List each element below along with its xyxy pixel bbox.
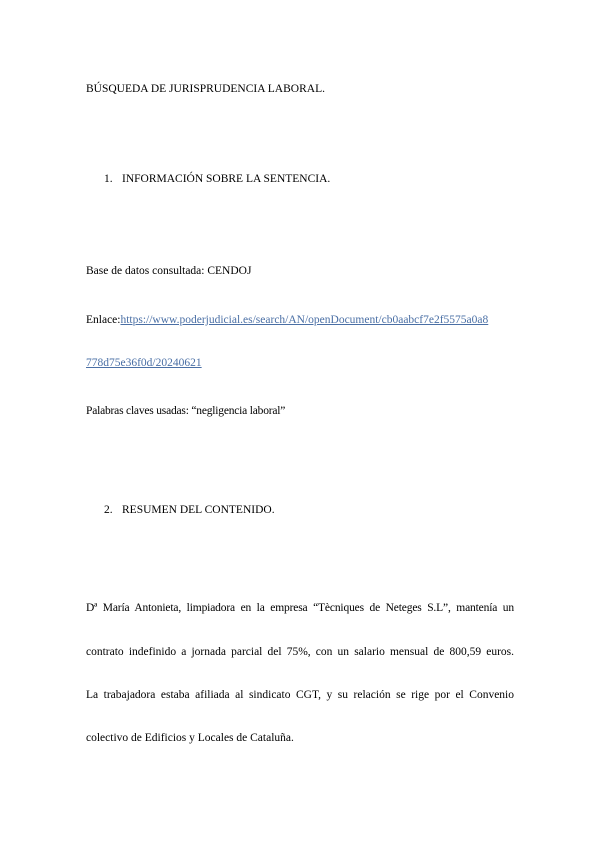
section-heading-2: [104, 503, 275, 517]
section-heading-1: [104, 172, 330, 186]
summary-line-3: [86, 688, 514, 702]
summary-line-2: [86, 645, 514, 659]
keywords-used: Palabras claves usadas: “negligencia laboral”: [86, 405, 286, 417]
link-label: Enlace:: [86, 314, 121, 326]
summary-line-4: [86, 731, 514, 745]
paragraph-text: La trabajadora estaba afiliada al sindicato CGT, y su relación se rige por el Convenio: [86, 689, 514, 701]
link-line: [86, 313, 488, 327]
section-number: 1.: [104, 173, 113, 185]
section-number: 2.: [104, 504, 113, 516]
summary-line-1: [86, 601, 514, 615]
link-line-continuation: [86, 356, 202, 370]
sentence-link[interactable]: https://www.poderjudicial.es/search/AN/openDocument/cb0aabcf7e2f5575a0a8: [120, 314, 489, 326]
paragraph-text: Dª María Antonieta, limpiadora en la empresa “Tècniques de Neteges S.L”, mantenía un: [86, 602, 514, 614]
paragraph-text: contrato indefinido a jornada parcial del 75%, con un salario mensual de 800,59 euros.: [86, 646, 514, 658]
database-consulted: Base de datos consultada: CENDOJ: [86, 265, 252, 277]
paragraph-text: colectivo de Edificios y Locales de Cataluña.: [86, 732, 294, 744]
document-title: BÚSQUEDA DE JURISPRUDENCIA LABORAL.: [86, 83, 325, 95]
section-title: INFORMACIÓN SOBRE LA SENTENCIA.: [122, 173, 331, 185]
section-title: RESUMEN DEL CONTENIDO.: [122, 504, 275, 516]
sentence-link-continuation[interactable]: 778d75e36f0d/20240621: [86, 357, 202, 369]
